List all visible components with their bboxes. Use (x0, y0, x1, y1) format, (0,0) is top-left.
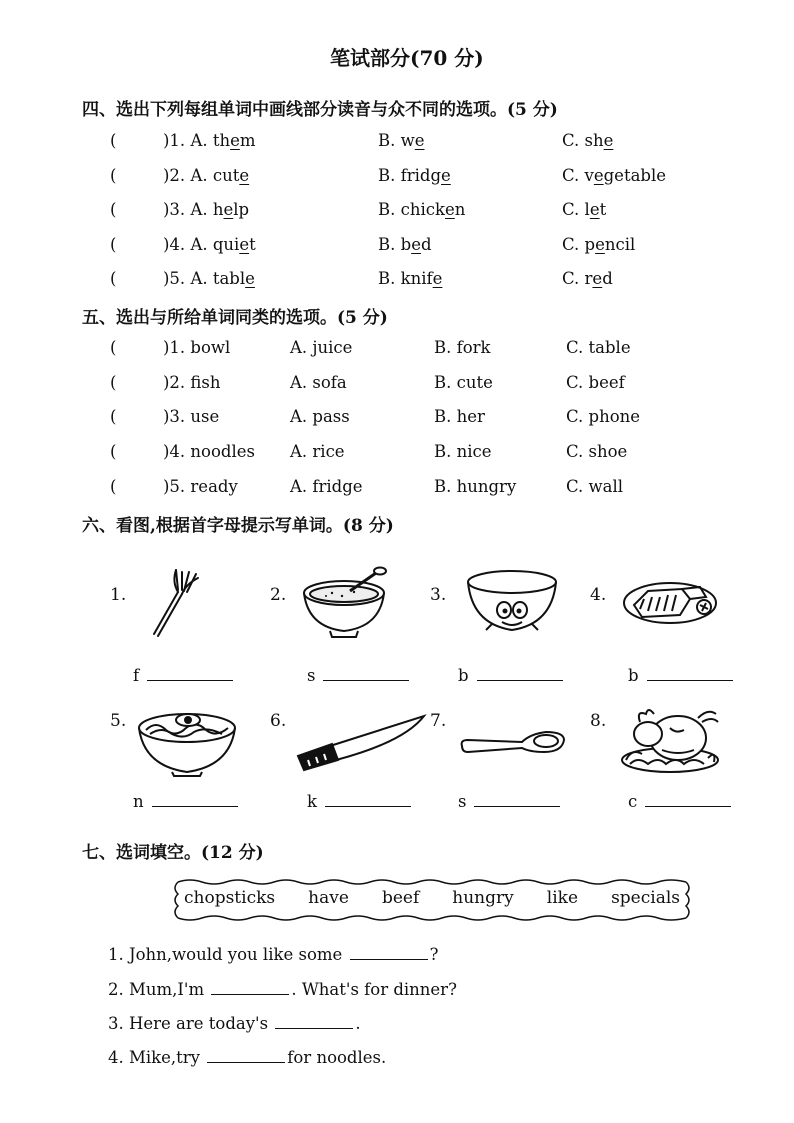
answer-paren[interactable]: ( (110, 235, 117, 254)
option-a: A. sofa (290, 373, 347, 392)
answer-line[interactable]: n (133, 792, 238, 811)
answer-line[interactable]: f (133, 666, 233, 685)
option-c: C. let (562, 200, 607, 219)
chicken-icon (618, 704, 724, 776)
option-c: C. vegetable (562, 166, 667, 185)
fill-sentence: 3. Here are today's . (108, 1014, 361, 1033)
section6-heading: 六、看图,根据首字母提示写单词。(8 分) (82, 516, 394, 536)
option-b: B. we (378, 131, 425, 150)
option-a: A. pass (290, 407, 350, 426)
option-b: B. cute (434, 373, 493, 392)
picture-number: 3. (430, 585, 447, 605)
word-specials: specials (611, 888, 680, 908)
answer-paren[interactable]: ( (110, 407, 117, 426)
word-like: like (546, 888, 579, 908)
answer-line[interactable]: b (458, 666, 563, 685)
option-c: C. phone (566, 407, 641, 426)
page-title: 笔试部分(70 分) (330, 46, 484, 70)
option-b: B. nice (434, 442, 492, 461)
question-number: )3. A. help (163, 200, 250, 219)
fill-sentence: 1. John,would you like some ? (108, 945, 439, 964)
picture-number: 5. (110, 711, 127, 731)
question-word: )4. noodles (163, 442, 255, 461)
picture-number: 8. (590, 711, 607, 731)
spoon-icon (458, 724, 568, 760)
answer-paren[interactable]: ( (110, 200, 117, 219)
question-number: )5. A. table (163, 269, 255, 288)
answer-line[interactable]: b (628, 666, 733, 685)
answer-paren[interactable]: ( (110, 338, 117, 357)
answer-line[interactable]: k (307, 792, 411, 811)
word-beef: beef (381, 888, 420, 908)
option-b: B. knife (378, 269, 443, 288)
option-c: C. pencil (562, 235, 636, 254)
answer-paren[interactable]: ( (110, 269, 117, 288)
option-c: C. table (566, 338, 631, 357)
fill-blank[interactable] (211, 980, 289, 995)
option-a: A. fridge (290, 477, 363, 496)
section7-heading: 七、选词填空。(12 分) (82, 843, 264, 863)
answer-paren[interactable]: ( (110, 477, 117, 496)
knife-icon (294, 712, 428, 772)
picture-number: 7. (430, 711, 447, 731)
option-b: B. chicken (378, 200, 466, 219)
fork-icon (142, 560, 212, 640)
picture-number: 2. (270, 585, 287, 605)
section4-heading: 四、选出下列每组单词中画线部分读音与众不同的选项。(5 分) (82, 100, 558, 120)
picture-number: 6. (270, 711, 287, 731)
fill-blank[interactable] (207, 1048, 285, 1063)
option-b: B. bed (378, 235, 432, 254)
word-bank (172, 878, 692, 922)
option-c: C. shoe (566, 442, 628, 461)
answer-line[interactable]: s (307, 666, 409, 685)
question-word: )3. use (163, 407, 220, 426)
answer-paren[interactable]: ( (110, 373, 117, 392)
beef-icon (620, 575, 720, 627)
answer-paren[interactable]: ( (110, 166, 117, 185)
fill-blank[interactable] (275, 1014, 353, 1029)
option-b: B. her (434, 407, 485, 426)
option-c: C. wall (566, 477, 624, 496)
answer-line[interactable]: s (458, 792, 560, 811)
noodles-icon (136, 708, 238, 778)
option-b: B. fork (434, 338, 491, 357)
option-b: B. hungry (434, 477, 517, 496)
question-number: )1. A. them (163, 131, 256, 150)
question-number: )4. A. quiet (163, 235, 256, 254)
picture-number: 1. (110, 585, 127, 605)
option-c: C. red (562, 269, 613, 288)
option-a: A. juice (290, 338, 353, 357)
soup-icon (302, 565, 394, 640)
option-c: C. beef (566, 373, 625, 392)
bowl-icon (464, 568, 560, 640)
answer-line[interactable]: c (628, 792, 731, 811)
answer-paren[interactable]: ( (110, 442, 117, 461)
word-have: have (308, 888, 349, 908)
option-c: C. she (562, 131, 614, 150)
question-word: )5. ready (163, 477, 238, 496)
fill-blank[interactable] (350, 945, 428, 960)
option-b: B. fridge (378, 166, 451, 185)
word-chopsticks: chopsticks (184, 888, 276, 908)
fill-sentence: 4. Mike,try for noodles. (108, 1048, 387, 1067)
answer-paren[interactable]: ( (110, 131, 117, 150)
option-a: A. rice (290, 442, 345, 461)
question-word: )1. bowl (163, 338, 231, 357)
picture-number: 4. (590, 585, 607, 605)
section5-heading: 五、选出与所给单词同类的选项。(5 分) (82, 308, 388, 328)
question-number: )2. A. cute (163, 166, 250, 185)
fill-sentence: 2. Mum,I'm . What's for dinner? (108, 980, 457, 999)
word-hungry: hungry (452, 888, 514, 908)
question-word: )2. fish (163, 373, 221, 392)
